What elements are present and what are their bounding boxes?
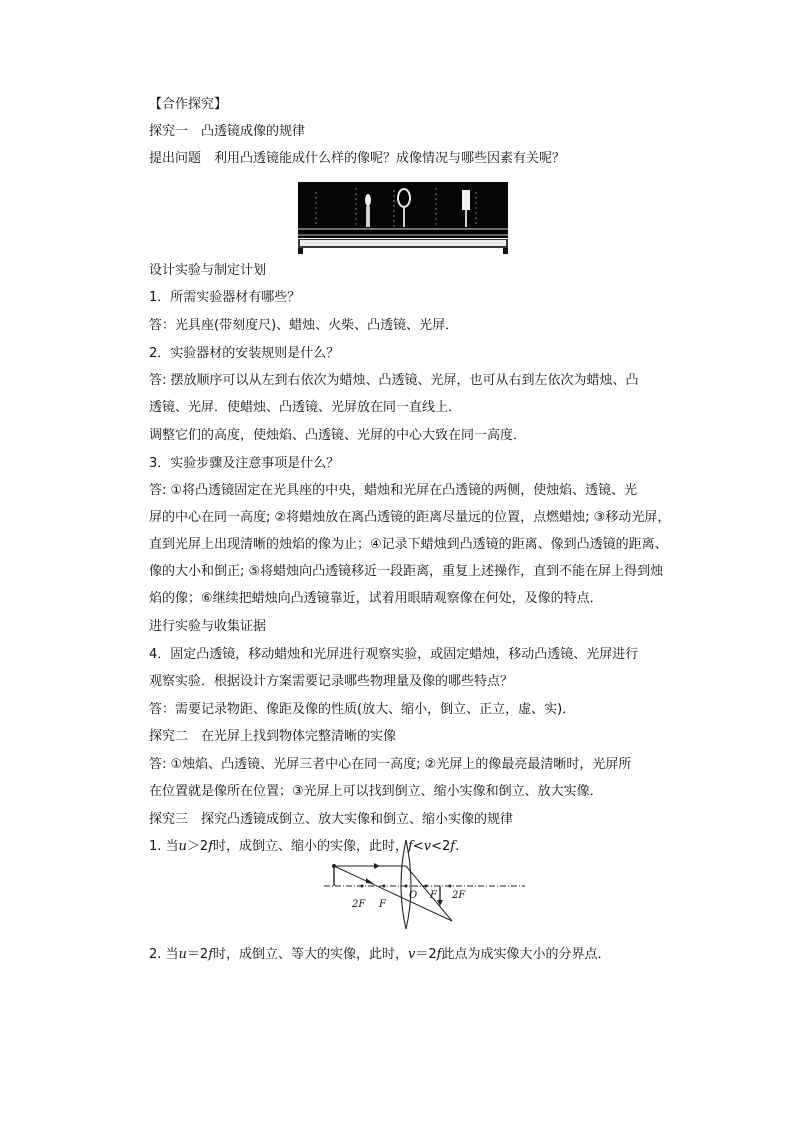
answer-2-line-1: 答: 摆放顺序可以从左到右依次为蜡烛、凸透镜、光屏，也可从右到左依次为蜡烛、凸 <box>149 373 639 388</box>
rule-2-text: ＝2 <box>186 947 209 962</box>
inquiry1-question: 提出问题 利用凸透镜能成什么样的像呢？成像情况与哪些因素有关呢？ <box>149 151 566 166</box>
rule-1-text: 1. 当 <box>149 839 179 854</box>
rule-2-v: v <box>408 947 416 962</box>
convex-lens-ray-diagram <box>322 836 527 931</box>
rule-1-text: ＞2 <box>186 839 209 854</box>
rule-2 <box>149 946 611 964</box>
inquiry2-heading: 探究二 在光屏上找到物体完整清晰的实像 <box>149 729 397 744</box>
answer-2-line-3: 调整它们的高度，使烛焰、凸透镜、光屏的中心大致在同一高度． <box>149 428 527 443</box>
conduct-heading: 进行实验与收集证据 <box>149 619 267 634</box>
answer-4: 答：需要记录物距、像距及像的性质(放大、缩小，倒立、正立，虚、实)． <box>149 702 576 717</box>
rule-1-f: f <box>408 839 413 854</box>
answer-2-line-2: 透镜、光屏．使蜡烛、凸透镜、光屏放在同一直线上． <box>149 400 462 415</box>
answer-5-line-2: 在位置就是像所在位置；③光屏上可以找到倒立、缩小实像和倒立、放大实像． <box>149 784 603 799</box>
rule-2-f: f <box>208 947 214 962</box>
answer-3-line-4: 像的大小和倒正; ⑤将蜡烛向凸透镜移近一段距离，重复上述操作，直到不能在屏上得到烛 <box>149 564 664 579</box>
answer-5-line-1: 答: ①烛焰、凸透镜、光屏三者中心在同一高度; ②光屏上的像最亮最清晰时，光屏所 <box>149 757 632 772</box>
answer-1: 答：光具座(带刻度尺)、蜡烛、火柴、凸透镜、光屏． <box>149 318 459 333</box>
label-f-left: F <box>379 899 386 910</box>
answer-3-line-3: 直到光屏上出现清晰的烛焰的像为止；④记录下蜡烛到凸透镜的距离、像到凸透镜的距离、 <box>149 537 668 552</box>
label-2f-right: 2F <box>452 890 466 901</box>
question-4-line-1: 4．固定凸透镜，移动蜡烛和光屏进行观察实验，或固定蜡烛，移动凸透镜、光屏进行 <box>149 647 639 662</box>
rule-1-u: u <box>178 839 187 854</box>
question-4-line-2: 观察实验．根据设计方案需要记录哪些物理量及像的哪些特点？ <box>149 674 514 689</box>
rule-1-text: < <box>412 839 424 854</box>
rule-1-text: <2 <box>431 839 451 854</box>
answer-3-line-1: 答: ①将凸透镜固定在光具座的中央，蜡烛和光屏在凸透镜的两侧，使烛焰、透镜、光 <box>149 483 638 498</box>
question-3: 3．实验步骤及注意事项是什么？ <box>149 456 340 471</box>
section-title: 【合作探究】 <box>149 97 228 112</box>
label-f-right: F <box>430 890 437 901</box>
rule-2-u: u <box>178 947 187 962</box>
label-o: O <box>409 890 418 901</box>
inquiry1-heading: 探究一 凸透镜成像的规律 <box>149 124 306 139</box>
rule-1-v: v <box>423 839 432 854</box>
rule-2-f: f <box>436 947 442 962</box>
question-2: 2．实验器材的安装规则是什么？ <box>149 346 340 361</box>
rule-2-text: 2. 当 <box>149 947 179 962</box>
rule-2-text: 时，成倒立、等大的实像，此时， <box>213 947 409 962</box>
label-2f-left: 2F <box>352 899 366 910</box>
rule-2-text: ＝2 <box>415 947 437 962</box>
optical-bench-photo <box>298 182 508 254</box>
rule-1-f: f <box>450 839 456 854</box>
design-heading: 设计实验与制定计划 <box>149 263 267 278</box>
rule-1-text: . <box>455 839 460 854</box>
answer-3-line-2: 屏的中心在同一高度; ②将蜡烛放在离凸透镜的距离尽量远的位置，点燃蜡烛; ③移动光屏， <box>149 510 671 525</box>
answer-3-line-5: 焰的像；⑥继续把蜡烛向凸透镜靠近，试着用眼睛观察像在何处，及像的特点． <box>149 591 603 606</box>
question-1: 1．所需实验器材有哪些？ <box>149 290 301 305</box>
rule-1-f: f <box>208 839 214 854</box>
rule-1-text: 时，成倒立、缩小的实像，此时， <box>213 839 409 854</box>
rule-2-text: 此点为成实像大小的分界点． <box>441 947 611 962</box>
inquiry3-heading: 探究三 探究凸透镜成倒立、放大实像和倒立、缩小实像的规律 <box>149 812 514 827</box>
